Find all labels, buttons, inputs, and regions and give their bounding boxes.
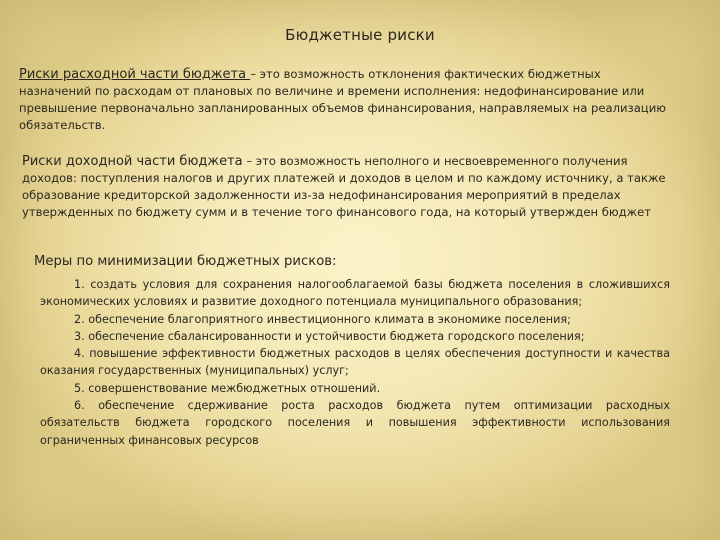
revenue-risks-paragraph (22, 153, 666, 221)
revenue-risks-term: Риски доходной части бюджета (22, 154, 243, 169)
slide-title: Бюджетные риски (285, 26, 435, 44)
measures-list (40, 276, 670, 449)
measures-heading: Меры по минимизации бюджетных рисков: (34, 254, 337, 269)
expense-risks-term: Риски расходной части бюджета (19, 67, 251, 82)
expense-risks-definition: – это возможность отклонения фактических бюджетных назначений по расходам от плановых по величине и времени исполнения: недофинансирование или превышение первоначально запланированных объемов финансирования, направляемых на реализацию обязательств. (19, 67, 666, 132)
measure-item: 6. обеспечение сдерживание роста расходов бюджета путем оптимизации расходных обязательств бюджета городского поселения и повышения эффективности использования ограниченных финансовых ресурсов (40, 399, 670, 447)
measure-item: 1. создать условия для сохранения налогооблагаемой базы бюджета поселения в сложившихся экономических условиях и развитие доходного потенциала муниципального образования; (40, 278, 670, 309)
measure-item: 4. повышение эффективности бюджетных расходов в целях обеспечения доступности и качества оказания государственных (муниципальных) услуг; (40, 347, 670, 378)
revenue-risks-definition: – это возможность неполного и несвоевременного получения доходов: поступления налогов и других платежей и доходов в целом и по каждому источнику, а также образование кредиторской задолженности из-за недофинансирования мероприятий в пределах утвержденных по бюджету сумм и в течение того финансового года, на который утвержден бюджет (22, 154, 666, 219)
measure-item: 2. обеспечение благоприятного инвестиционного климата в экономике поселения; (74, 312, 571, 326)
measure-item: 5. совершенствование межбюджетных отношений. (74, 381, 381, 395)
measure-item: 3. обеспечение сбалансированности и устойчивости бюджета городского поселения; (74, 329, 585, 343)
expense-risks-paragraph (19, 66, 667, 134)
